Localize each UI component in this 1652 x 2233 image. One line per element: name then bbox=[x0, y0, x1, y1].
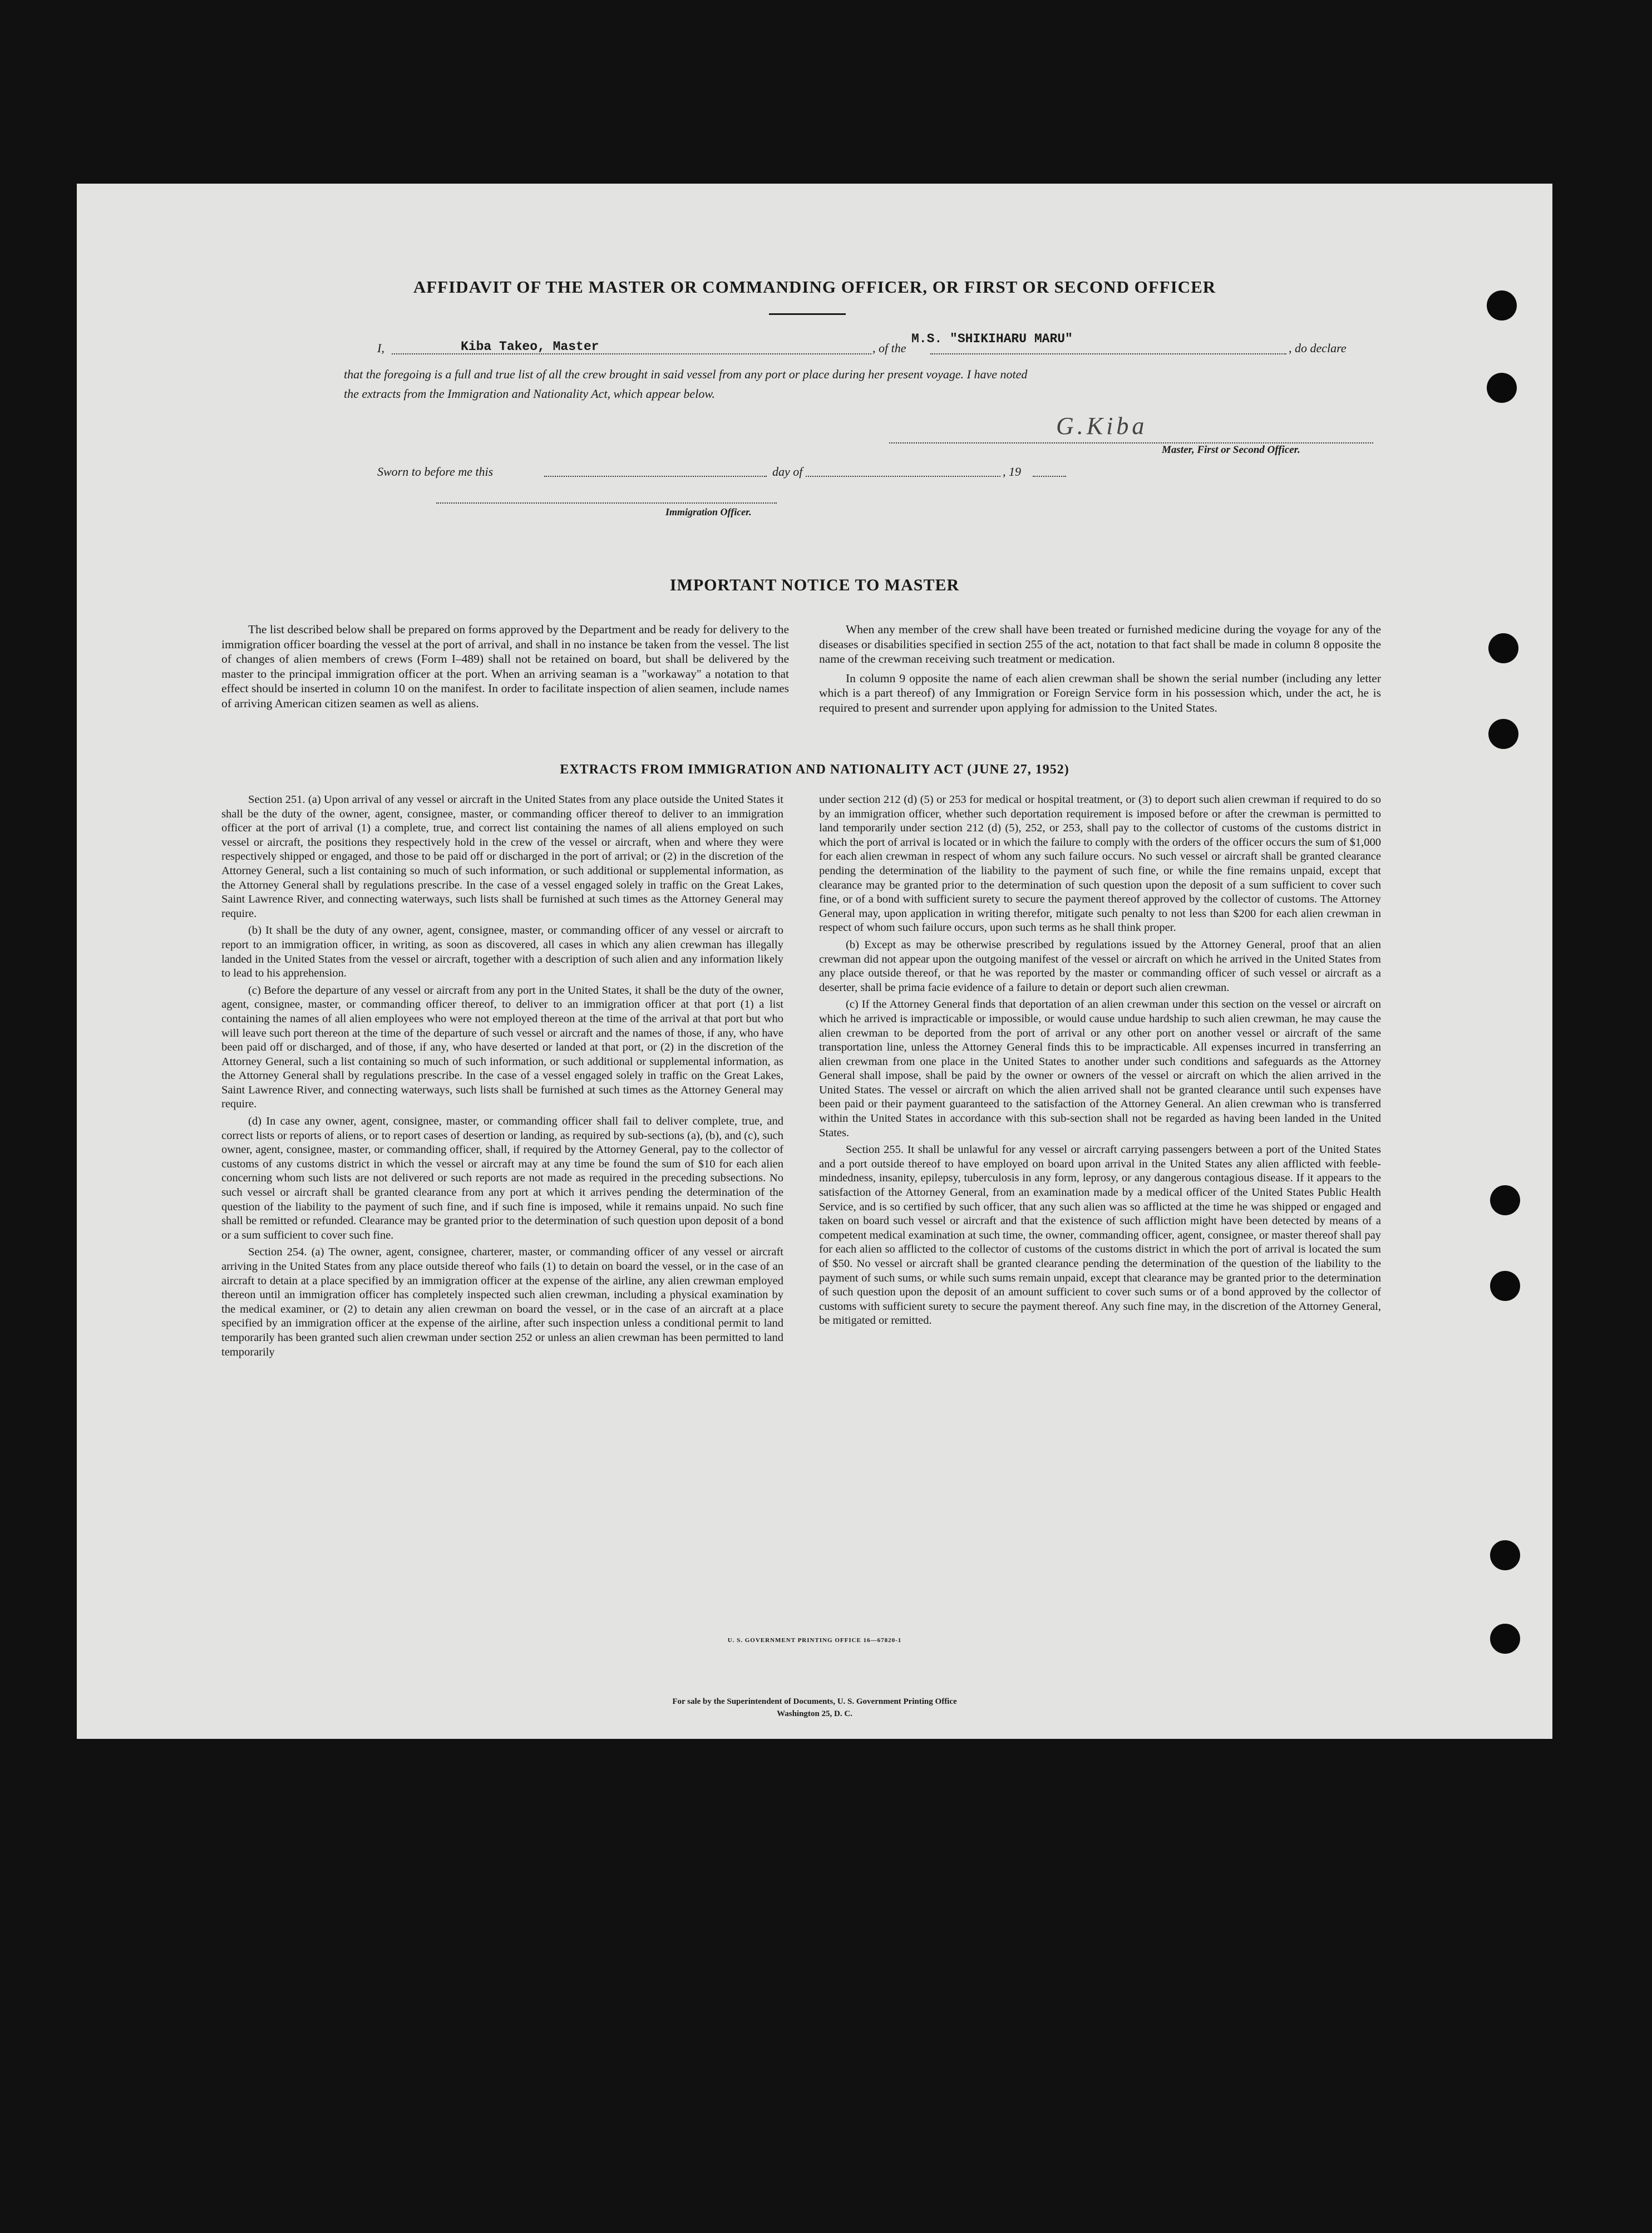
extracts-right-column bbox=[819, 793, 1381, 1328]
sworn-label: Sworn to before me this bbox=[377, 465, 494, 479]
declaration-line-1: that the foregoing is a full and true list of all the crew brought in said vessel from any port or place during her present voyage. I have noted bbox=[344, 367, 1028, 381]
master-name: Kiba Takeo, Master bbox=[461, 339, 599, 354]
punch-hole bbox=[1490, 1185, 1520, 1215]
officer-signature-line bbox=[436, 502, 777, 504]
notice-right-column bbox=[819, 622, 1381, 715]
sworn-day-line bbox=[544, 476, 767, 477]
notice-title: IMPORTANT NOTICE TO MASTER bbox=[669, 576, 960, 594]
punch-hole bbox=[1490, 1540, 1520, 1570]
section-251-c: (c) Before the departure of any vessel or aircraft from any port in the United States, it shall be the duty of the owner, agent, consignee, master, or commanding officer thereof, to deliver to an immigration officer at that port (1) a list containing the names of all alien employees who were not employed thereon at the time of the arrival at that port but who will leave such port thereon at the time of the departure of such vessel or aircraft and the names of those, if any, who have been paid off or discharged, and of those, if any, who have deserted or landed at that port, or (2) in the discretion of the Attorney General, such a list containing so much of such information, or such additional or supplemental information, as the Attorney General shall by regulations prescribe. In the case of a vessel engaged solely in traffic on the Great Lakes, Saint Lawrence River, and connecting waterways, such lists shall be furnished at such times as the Attorney General may require. bbox=[221, 984, 783, 1111]
section-254-a-continued: under section 212 (d) (5) or 253 for medical or hospital treatment, or (3) to deport such alien crewman if required to do so by an immigration officer, whether such deportation requirement is imposed before or after the crewman is permitted to land temporarily under section 212 (d) (5), 252, or 253, shall pay to the collector of customs of the customs district in which the port of arrival is located or in which the failure to comply with the orders of the officer occurs the sum of $1,000 for each alien crewman in respect of whom any such failure occurs. No such vessel or aircraft shall be granted clearance pending the determination of the liability to the payment of such fine, or while the fine remains unpaid, except that clearance may be granted prior to the determination of such question upon the deposit of a sum sufficient to cover such fine, or of a bond with sufficient surety to secure the payment thereof approved by the collector of customs. The Attorney General may, upon application in writing therefor, mitigate such penalty to not less than $200 for each alien crewman in respect of whom such failure occurs, upon such terms as he shall think proper. bbox=[819, 793, 1381, 934]
signature-line bbox=[889, 442, 1373, 443]
notice-left-paragraph bbox=[221, 622, 789, 711]
of-the-label: , of the bbox=[872, 341, 906, 355]
declaration-i: I, bbox=[377, 341, 384, 355]
section-254-a: Section 254. (a) The owner, agent, consignee, charterer, master, or commanding officer of any vessel or aircraft arriving in the United States from any place outside thereof who fails (1) to detain on board the vessel, or in the case of an aircraft to detain at a place specified by an immigration officer at the expense of the airline, any alien crewman employed thereon until an immigration officer has completely inspected such alien crewman, including a physical examination by the medical examiner, or (2) to detain any alien crewman on board the vessel, or in the case of an aircraft at a place specified by an immigration officer at the expense of the airline, after such inspection unless a conditional permit to land temporarily has been granted such alien crewman under section 252 or unless an alien crewman has been permitted to land temporarily bbox=[221, 1246, 783, 1358]
sworn-year-line bbox=[1033, 476, 1066, 477]
sale-line-1: For sale by the Superintendent of Documents, U. S. Government Printing Office bbox=[672, 1697, 957, 1706]
notice-right-text-2: In column 9 opposite the name of each alien crewman shall be shown the serial number (including any letter which is a part thereof) of any Immigration or Foreign Service form in his possession which, under the act, he is required to present and surrender upon applying for admission to the United States. bbox=[819, 671, 1381, 714]
section-251-b: (b) It shall be the duty of any owner, agent, consignee, master, or commanding officer of any vessel or aircraft to report to an immigration officer, in writing, as soon as discovered, all cases in which any alien crewman has illegally landed in the United States from the vessel or aircraft, together with a description of such alien and any information likely to lead to his apprehension. bbox=[221, 924, 783, 980]
document-page bbox=[77, 184, 1552, 1739]
master-signature: G.Kiba bbox=[1056, 412, 1148, 440]
section-255: Section 255. It shall be unlawful for any vessel or aircraft carrying passengers between a port of the United States and a port outside thereof to have employed on board upon arrival in the United States any alien afflicted with feeble-mindedness, insanity, epilepsy, tuberculosis in any form, leprosy, or any dangerous contagious disease. If it appears to the satisfaction of the Attorney General, from an examination made by a medical officer of the United States Public Health Service, and is so certified by such officer, that any such alien was so afflicted at the time he was shipped or engaged and taken on board such vessel or aircraft and that the existence of such affliction might have been detected by means of a competent medical examination at such time, the owner, commanding officer, agent, consignee, or master thereof shall pay for each alien so afflicted to the collector of customs of the customs district in which the port of arrival is located the sum of $50. No vessel or aircraft shall be granted clearance pending the determination of the question of the liability to the payment of such sums, or while such sums remain unpaid, except that clearance may be granted prior to the determination of such question upon the deposit of an amount sufficient to cover such sums or of a bond approved by the collector of customs with sufficient surety to secure the payment thereof. Any such fine may, in the discretion of the Attorney General, be mitigated or remitted. bbox=[819, 1143, 1381, 1327]
day-of-label: day of bbox=[772, 465, 803, 479]
section-251-a: Section 251. (a) Upon arrival of any vessel or aircraft in the United States from any place outside the United States it shall be the duty of the owner, agent, consignee, master, or commanding officer thereof to deliver to an immigration officer at the port of arrival (1) a complete, true, and correct list containing the names of all aliens employed on such vessel or aircraft, the positions they respectively hold in the crew of the vessel or aircraft, when and where they were respectively shipped or engaged, and those to be paid off or discharged in the port of arrival; or (2) in the discretion of the Attorney General, such a list containing so much of such information, or such additional or supplemental information, as the Attorney General shall by regulations prescribe. In the case of a vessel engaged solely in traffic on the Great Lakes, Saint Lawrence River, and connecting waterways, such lists shall be furnished at such times as the Attorney General may require. bbox=[221, 793, 783, 920]
punch-hole bbox=[1488, 719, 1518, 749]
punch-hole bbox=[1490, 1271, 1520, 1301]
extracts-left-column bbox=[221, 793, 783, 1359]
year-prefix: , 19 bbox=[1003, 465, 1021, 479]
notice-left-text: The list described below shall be prepared on forms approved by the Department and be ready for delivery to the immigration officer boarding the vessel at the port of arrival, and shall in no instance be taken from the vessel. The list of changes of alien members of crews (Form I–489) shall not be retained on board, but shall be delivered by the master to the principal immigration officer at the port. When an arriving seaman is a "workaway" a notation to that effect should be inserted in column 10 on the manifest. In order to facilitate inspection of alien seamen, include names of arriving American citizen seamen as well as aliens. bbox=[221, 623, 789, 710]
vessel-name-line bbox=[930, 353, 1286, 354]
declaration-line-2: the extracts from the Immigration and Nationality Act, which appear below. bbox=[344, 387, 715, 401]
sale-line-2: Washington 25, D. C. bbox=[777, 1709, 852, 1718]
title-divider bbox=[769, 313, 846, 315]
section-254-b: (b) Except as may be otherwise prescribed by regulations issued by the Attorney General, proof that an alien crewman did not appear upon the outgoing manifest of the vessel or aircraft on which he arrived in the United States from any place outside thereof, or that he was reported by the master or commanding officer of such vessel or aircraft as a deserter, shall be prima facie evidence of a failure to detain or deport such alien crewman. bbox=[819, 938, 1381, 994]
vessel-name: M.S. "SHIKIHARU MARU" bbox=[911, 332, 1073, 346]
extracts-title: EXTRACTS FROM IMMIGRATION AND NATIONALITY ACT (JUNE 27, 1952) bbox=[560, 762, 1069, 777]
signature-caption: Master, First or Second Officer. bbox=[1162, 444, 1300, 456]
section-254-c: (c) If the Attorney General finds that deportation of an alien crewman under this section on the vessel or aircraft on which he arrived is impracticable or impossible, or would cause undue hardship to such alien crewman, he may cause the alien crewman to be deported from the port of arrival or any other port on another vessel or aircraft of the same transportation line, unless the Attorney General finds this to be impracticable. All expenses incurred in transferring an alien crewman from one place in the United States to another under such conditions and safeguards as the Attorney General shall impose, shall be paid by the owner or owners of the vessel or aircraft on which the alien arrived in the United States. The vessel or aircraft on which the alien arrived shall not be granted clearance until such expenses have been paid or their payment guaranteed to the satisfaction of the Attorney General. An alien crewman who is transferred within the United States in accordance with this sub-section shall not be regarded as having been landed in the United States. bbox=[819, 998, 1381, 1139]
section-251-d: (d) In case any owner, agent, consignee, master, or commanding officer shall fail to deliver complete, true, and correct lists or reports of aliens, or to report cases of desertion or landing, as required by sub-sections (a), (b), and (c), such owner, agent, consignee, master, or commanding officer, shall, if required by the Attorney General, pay to the collector of customs of any customs district in which the vessel or aircraft may at any time be found the sum of $10 for each alien concerning whom such lists are not delivered or such reports are not made as required in the preceding subsections. No such vessel or aircraft shall be granted clearance from any port at which it arrives pending the determination of the question of the liability to the payment of such fine, and if such fine is imposed, while it remains unpaid. No such fine shall be remitted or refunded. Clearance may be granted prior to the determination of such question upon deposit of a bond or a sum sufficient to cover such fine. bbox=[221, 1115, 783, 1241]
notice-right-text-1: When any member of the crew shall have been treated or furnished medicine during the voyage for any of the diseases or disabilities specified in section 255 of the act, notation to that fact shall be made in column 8 opposite the name of the crewman receiving such treatment or medication. bbox=[819, 623, 1381, 666]
do-declare-label: , do declare bbox=[1289, 341, 1347, 355]
officer-caption: Immigration Officer. bbox=[665, 506, 752, 517]
sworn-month-line bbox=[806, 476, 1000, 477]
punch-hole bbox=[1488, 633, 1518, 663]
punch-hole bbox=[1487, 373, 1517, 403]
printing-office-line: U. S. GOVERNMENT PRINTING OFFICE 16—67820-1 bbox=[727, 1637, 902, 1644]
affidavit-title: AFFIDAVIT OF THE MASTER OR COMMANDING OFFICER, OR FIRST OR SECOND OFFICER bbox=[413, 277, 1216, 297]
